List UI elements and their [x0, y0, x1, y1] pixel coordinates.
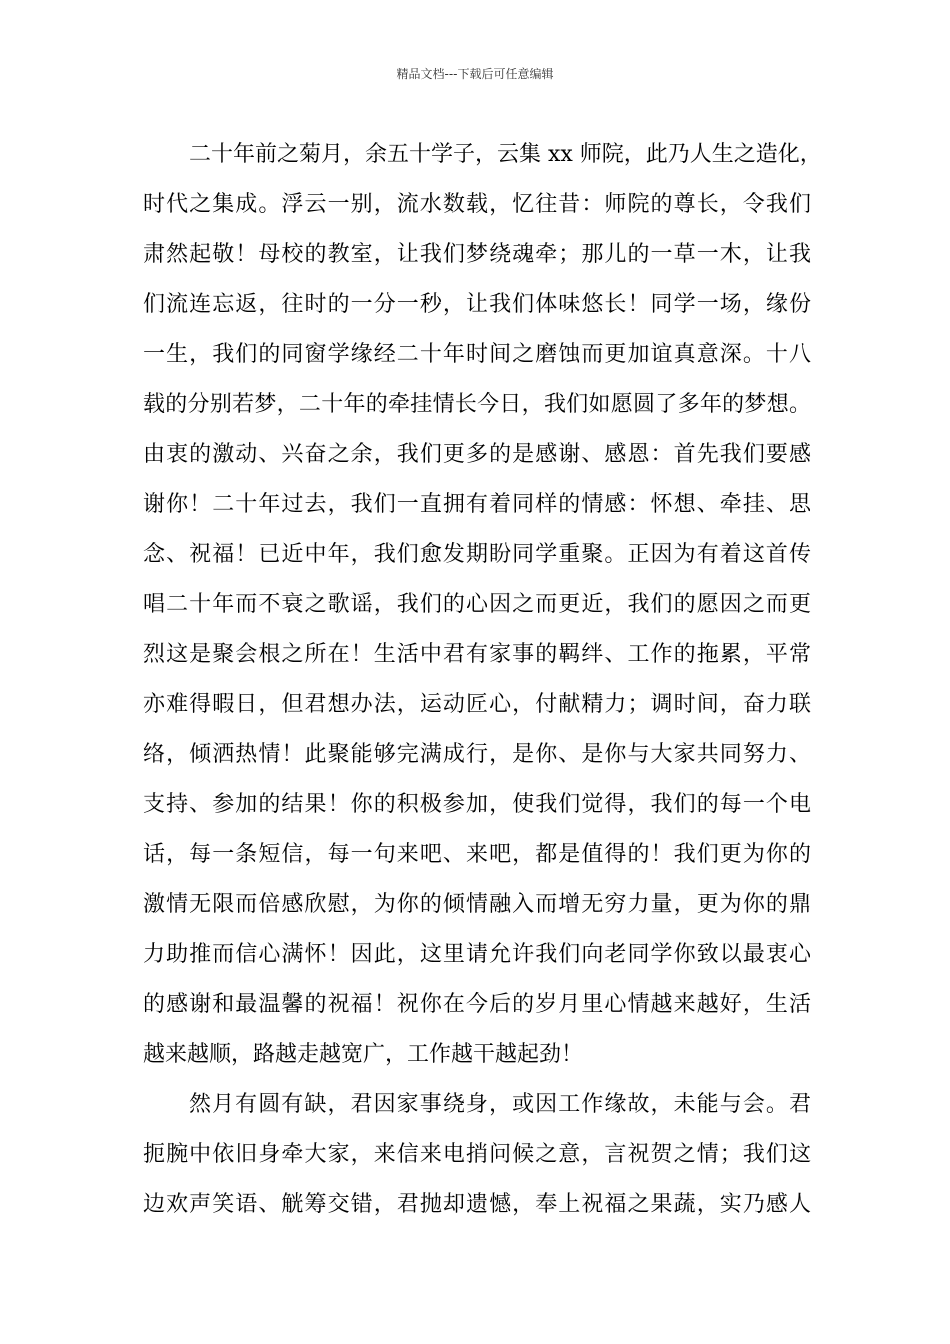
- text-line: 支持、参加的结果！你的积极参加，使我们觉得，我们的每一个电: [143, 792, 811, 817]
- text-line: 边欢声笑语、觥筹交错，君抛却遗憾，奉上祝福之果蔬，实乃感人: [143, 1192, 811, 1217]
- paragraph-2: [143, 1080, 811, 1230]
- text-line: 们流连忘返，往时的一分一秒，让我们体味悠长！同学一场，缘份: [143, 292, 811, 317]
- text-line: 亦难得暇日，但君想办法，运动匠心，付献精力；调时间，奋力联: [143, 692, 811, 717]
- text-line: 二十年前之菊月，余五十学子，云集 xx 师院，此乃人生之造化，: [189, 142, 822, 167]
- text-line: 由衷的激动、兴奋之余，我们更多的是感谢、感恩：首先我们要感: [143, 442, 811, 467]
- text-line: 烈这是聚会根之所在！生活中君有家事的羁绊、工作的拖累，平常: [143, 642, 811, 667]
- text-line: 载的分别若梦，二十年的牵挂情长今日，我们如愿圆了多年的梦想。: [143, 392, 811, 417]
- text-line: 的感谢和最温馨的祝福！祝你在今后的岁月里心情越来越好，生活: [143, 992, 811, 1017]
- text-line: 然月有圆有缺，君因家事绕身，或因工作缘故，未能与会。君: [189, 1092, 811, 1117]
- text-line: 唱二十年而不衰之歌谣，我们的心因之而更近，我们的愿因之而更: [143, 592, 811, 617]
- text-line: 话，每一条短信，每一句来吧、来吧，都是值得的！我们更为你的: [143, 842, 811, 867]
- text-line: 激情无限而倍感欣慰，为你的倾情融入而增无穷力量，更为你的鼎: [143, 892, 811, 917]
- text-line: 时代之集成。浮云一别，流水数载，忆往昔：师院的尊长，令我们: [143, 192, 811, 217]
- document-body: [143, 130, 822, 1230]
- text-line: 一生，我们的同窗学缘经二十年时间之磨蚀而更加谊真意深。十八: [143, 342, 811, 367]
- text-line: 念、祝福！已近中年，我们愈发期盼同学重聚。正因为有着这首传: [143, 542, 811, 567]
- text-line: 肃然起敬！母校的教室，让我们梦绕魂牵；那儿的一草一木，让我: [143, 242, 811, 267]
- paragraph-1: [143, 130, 822, 1080]
- page-header: 精品文档---下载后可任意编辑: [396, 67, 554, 81]
- text-line: 越来越顺，路越走越宽广，工作越干越起劲！: [143, 1042, 584, 1067]
- text-line: 络，倾洒热情！此聚能够完满成行，是你、是你与大家共同努力、: [143, 742, 811, 767]
- text-line: 力助推而信心满怀！因此，这里请允许我们向老同学你致以最衷心: [143, 942, 811, 967]
- text-line: 谢你！二十年过去，我们一直拥有着同样的情感：怀想、牵挂、思: [143, 492, 811, 517]
- text-line: 扼腕中依旧身牵大家，来信来电捎问候之意，言祝贺之情；我们这: [143, 1142, 811, 1167]
